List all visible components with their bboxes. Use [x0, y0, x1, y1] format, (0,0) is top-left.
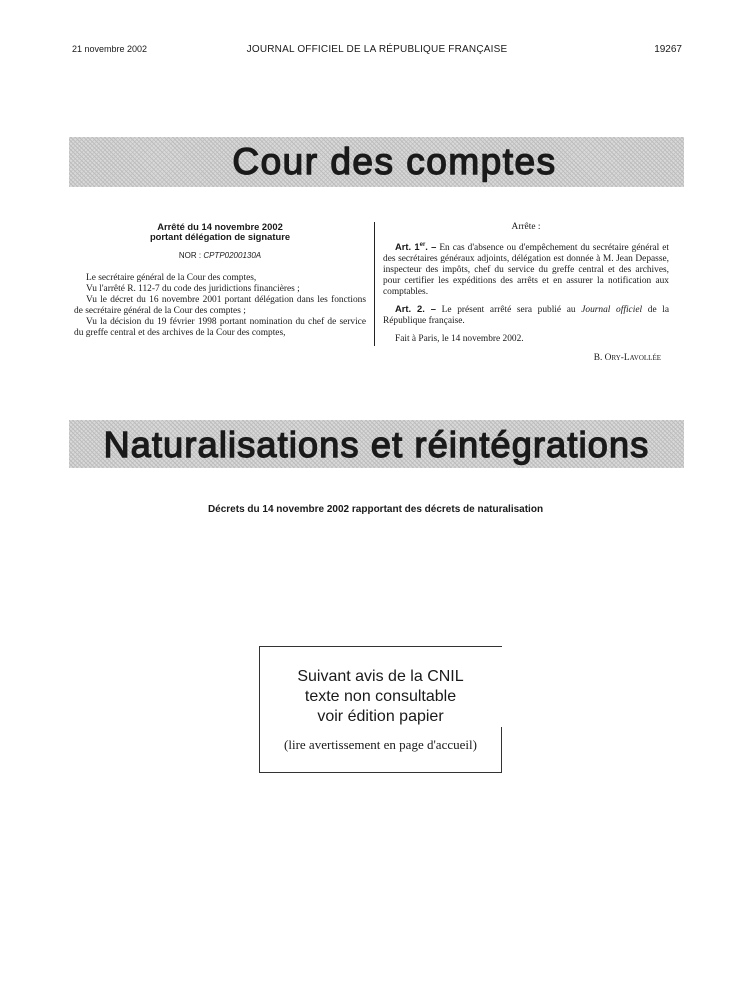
fait-a-paris: Fait à Paris, le 14 novembre 2002. — [395, 334, 524, 345]
vu-paragraph-1: Vu l'arrêté R. 112-7 du code des juridictions financières ; — [86, 284, 300, 294]
cnil-line-1: Suivant avis de la CNIL — [297, 668, 464, 685]
decrets-heading: Décrets du 14 novembre 2002 rapportant des décrets de naturalisation — [207, 504, 544, 515]
article-2: Art. 2. – Le présent arrêté sera publié au Journal officiel de la République française. — [383, 303, 670, 327]
nor-label: NOR : — [178, 251, 202, 260]
arrete-title-line1: Arrêté du 14 novembre 2002 — [157, 221, 283, 232]
section-banner-cour-des-comptes — [69, 137, 684, 187]
intro-paragraph: Le secrétaire général de la Cour des comptes, — [86, 273, 257, 283]
banner-title: Cour des comptes — [232, 141, 557, 182]
journal-title: JOURNAL OFFICIEL DE LA RÉPUBLIQUE FRANÇAISE — [246, 44, 508, 55]
header-date: 21 novembre 2002 — [72, 44, 148, 54]
article-1-label: Art. 1er. – — [395, 241, 437, 253]
cnil-notice-box — [259, 646, 502, 773]
right-column — [383, 222, 669, 364]
page-number: 19267 — [654, 44, 682, 55]
signature: B. Ory-Lavollée — [593, 353, 661, 364]
vu-paragraph-2: Vu le décret du 16 novembre 2001 portant délégation dans les fonctions de secrétaire général de la Cour des comptes ; — [74, 295, 366, 316]
nor-code: CPTP0200130A — [203, 251, 262, 260]
arrete-title — [74, 222, 366, 242]
section-banner-naturalisations — [69, 420, 684, 468]
cnil-line-3: voir édition papier — [317, 708, 444, 725]
page-header — [72, 44, 682, 58]
journal-officiel-italic: Journal officiel — [581, 305, 643, 316]
cnil-line-2: texte non consultable — [304, 688, 457, 705]
article-2-label: Art. 2. – — [395, 303, 436, 315]
banner-title: Naturalisations et réintégrations — [103, 424, 650, 465]
left-column — [74, 222, 366, 339]
cnil-note: (lire avertissement en page d'accueil) — [284, 737, 477, 752]
column-divider — [374, 222, 375, 346]
arrete-title-line2: portant délégation de signature — [149, 231, 291, 242]
arrete-label: Arrête : — [511, 222, 541, 232]
article-1 — [383, 240, 669, 298]
vu-paragraph-3: Vu la décision du 19 février 1998 portant nomination du chef de service du greffe central et des archives de la Cour des comptes, — [74, 317, 366, 338]
nor-reference — [74, 250, 366, 261]
article-1-text: En cas d'absence ou d'empêchement du secrétaire général et des secrétaires généraux adjoints, délégation est donnée à M. Jean Depasse, inspecteur des impôts, chef du service du greffe central et des archives, pour certifier les expéditions des arrêts et en assurer la notification aux comptables. — [383, 243, 670, 298]
